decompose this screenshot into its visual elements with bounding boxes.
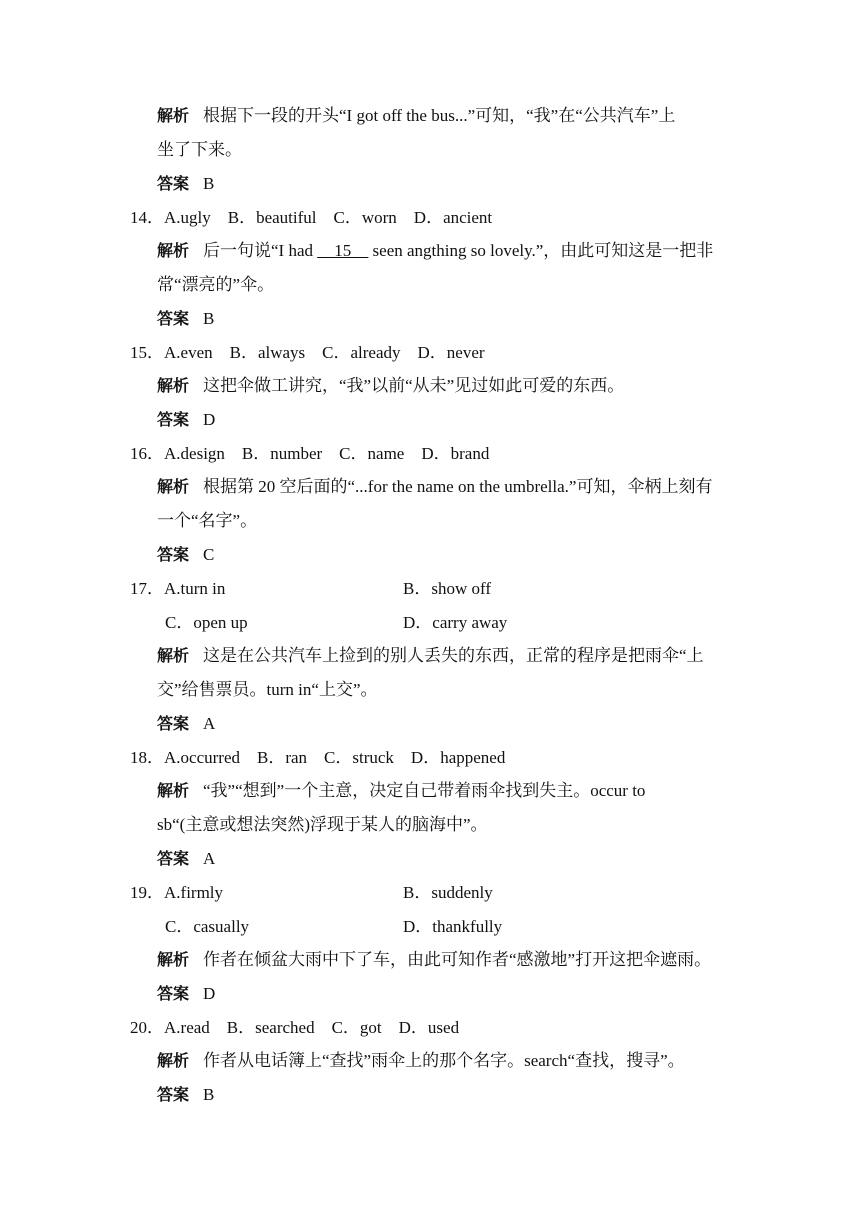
question-20-options: 20．A.read B．searched C．got D．used bbox=[130, 1018, 460, 1037]
answer-label: 答案 bbox=[157, 309, 190, 328]
analysis-line bbox=[157, 476, 712, 498]
analysis-label: 解析 bbox=[157, 477, 190, 496]
question-18-options: 18．A.occurred B．ran C．struck D．happened bbox=[130, 748, 506, 767]
answer-line bbox=[157, 848, 215, 870]
analysis-label: 解析 bbox=[157, 106, 190, 125]
answer-value: B bbox=[203, 1085, 215, 1104]
answer-line bbox=[157, 713, 215, 735]
analysis-text: 作者从电话簿上“查找”雨伞上的那个名字。search“查找，搜寻”。 bbox=[203, 1051, 685, 1070]
analysis-label: 解析 bbox=[157, 950, 190, 969]
answer-value: C bbox=[203, 545, 215, 564]
analysis-label: 解析 bbox=[157, 646, 190, 665]
question-17-option-b: B．show off bbox=[403, 579, 491, 598]
analysis-label: 解析 bbox=[157, 1051, 190, 1070]
answer-label: 答案 bbox=[157, 410, 190, 429]
question-19-option-c: C．casually bbox=[165, 917, 250, 936]
analysis-line bbox=[157, 780, 645, 802]
answer-label: 答案 bbox=[157, 545, 190, 564]
analysis-text: 这把伞做工讲究，“我”以前“从未”见过如此可爱的东西。 bbox=[203, 376, 625, 395]
analysis-text: “我”“想到”一个主意，决定自己带着雨伞找到失主。occur to bbox=[203, 781, 646, 800]
analysis-line bbox=[157, 949, 711, 971]
analysis-line bbox=[157, 1050, 685, 1072]
analysis-text: 根据下一段的开头“I got off the bus...”可知，“我”在“公共汽车”上 bbox=[203, 106, 676, 125]
question-17-option-c: C．open up bbox=[165, 613, 248, 632]
question-14-options: 14．A.ugly B．beautiful C．worn D．ancient bbox=[130, 208, 493, 227]
analysis-continuation: sb“(主意或想法突然)浮现于某人的脑海中”。 bbox=[157, 815, 488, 834]
analysis-text-post: seen angthing so lovely.”，由此可知这是一把非 bbox=[368, 241, 714, 260]
analysis-label: 解析 bbox=[157, 241, 190, 260]
answer-line bbox=[157, 544, 214, 566]
analysis-continuation: 交”给售票员。turn in“上交”。 bbox=[157, 680, 378, 699]
analysis-continuation: 常“漂亮的”伞。 bbox=[157, 275, 275, 294]
answer-label: 答案 bbox=[157, 984, 190, 1003]
answer-line bbox=[157, 173, 214, 195]
analysis-text: 根据第 20 空后面的“...for the name on the umbrella.”可知，伞柄上刻有 bbox=[203, 477, 713, 496]
analysis-line bbox=[157, 105, 675, 127]
answer-line bbox=[157, 983, 215, 1005]
answer-value: B bbox=[203, 309, 215, 328]
answer-value: B bbox=[203, 174, 215, 193]
answer-line bbox=[157, 308, 214, 330]
analysis-label: 解析 bbox=[157, 376, 190, 395]
analysis-text-pre: 后一句说“I had bbox=[203, 241, 318, 260]
analysis-line bbox=[157, 240, 713, 262]
blank-15: __15__ bbox=[317, 241, 369, 260]
answer-label: 答案 bbox=[157, 1085, 190, 1104]
answer-value: A bbox=[203, 714, 216, 733]
analysis-line bbox=[157, 645, 704, 667]
analysis-text: 作者在倾盆大雨中下了车，由此可知作者“感激地”打开这把伞遮雨。 bbox=[203, 950, 712, 969]
question-16-options: 16．A.design B．number C．name D．brand bbox=[130, 444, 490, 463]
answer-value: D bbox=[203, 984, 216, 1003]
analysis-text: 这是在公共汽车上捡到的别人丢失的东西，正常的程序是把雨伞“上 bbox=[203, 646, 704, 665]
question-17-option-a: 17．A.turn in bbox=[130, 579, 226, 598]
analysis-continuation: 坐了下来。 bbox=[157, 140, 242, 159]
answer-label: 答案 bbox=[157, 174, 190, 193]
analysis-label: 解析 bbox=[157, 781, 190, 800]
answer-line bbox=[157, 409, 215, 431]
question-19-option-d: D．thankfully bbox=[403, 917, 503, 936]
question-19-option-b: B．suddenly bbox=[403, 883, 493, 902]
question-15-options: 15．A.even B．always C．already D．never bbox=[130, 343, 485, 362]
answer-label: 答案 bbox=[157, 849, 190, 868]
analysis-continuation: 一个“名字”。 bbox=[157, 511, 258, 530]
answer-label: 答案 bbox=[157, 714, 190, 733]
analysis-line bbox=[157, 375, 624, 397]
question-19-option-a: 19．A.firmly bbox=[130, 883, 224, 902]
question-17-option-d: D．carry away bbox=[403, 613, 508, 632]
answer-value: A bbox=[203, 849, 216, 868]
answer-line bbox=[157, 1084, 214, 1106]
answer-value: D bbox=[203, 410, 216, 429]
